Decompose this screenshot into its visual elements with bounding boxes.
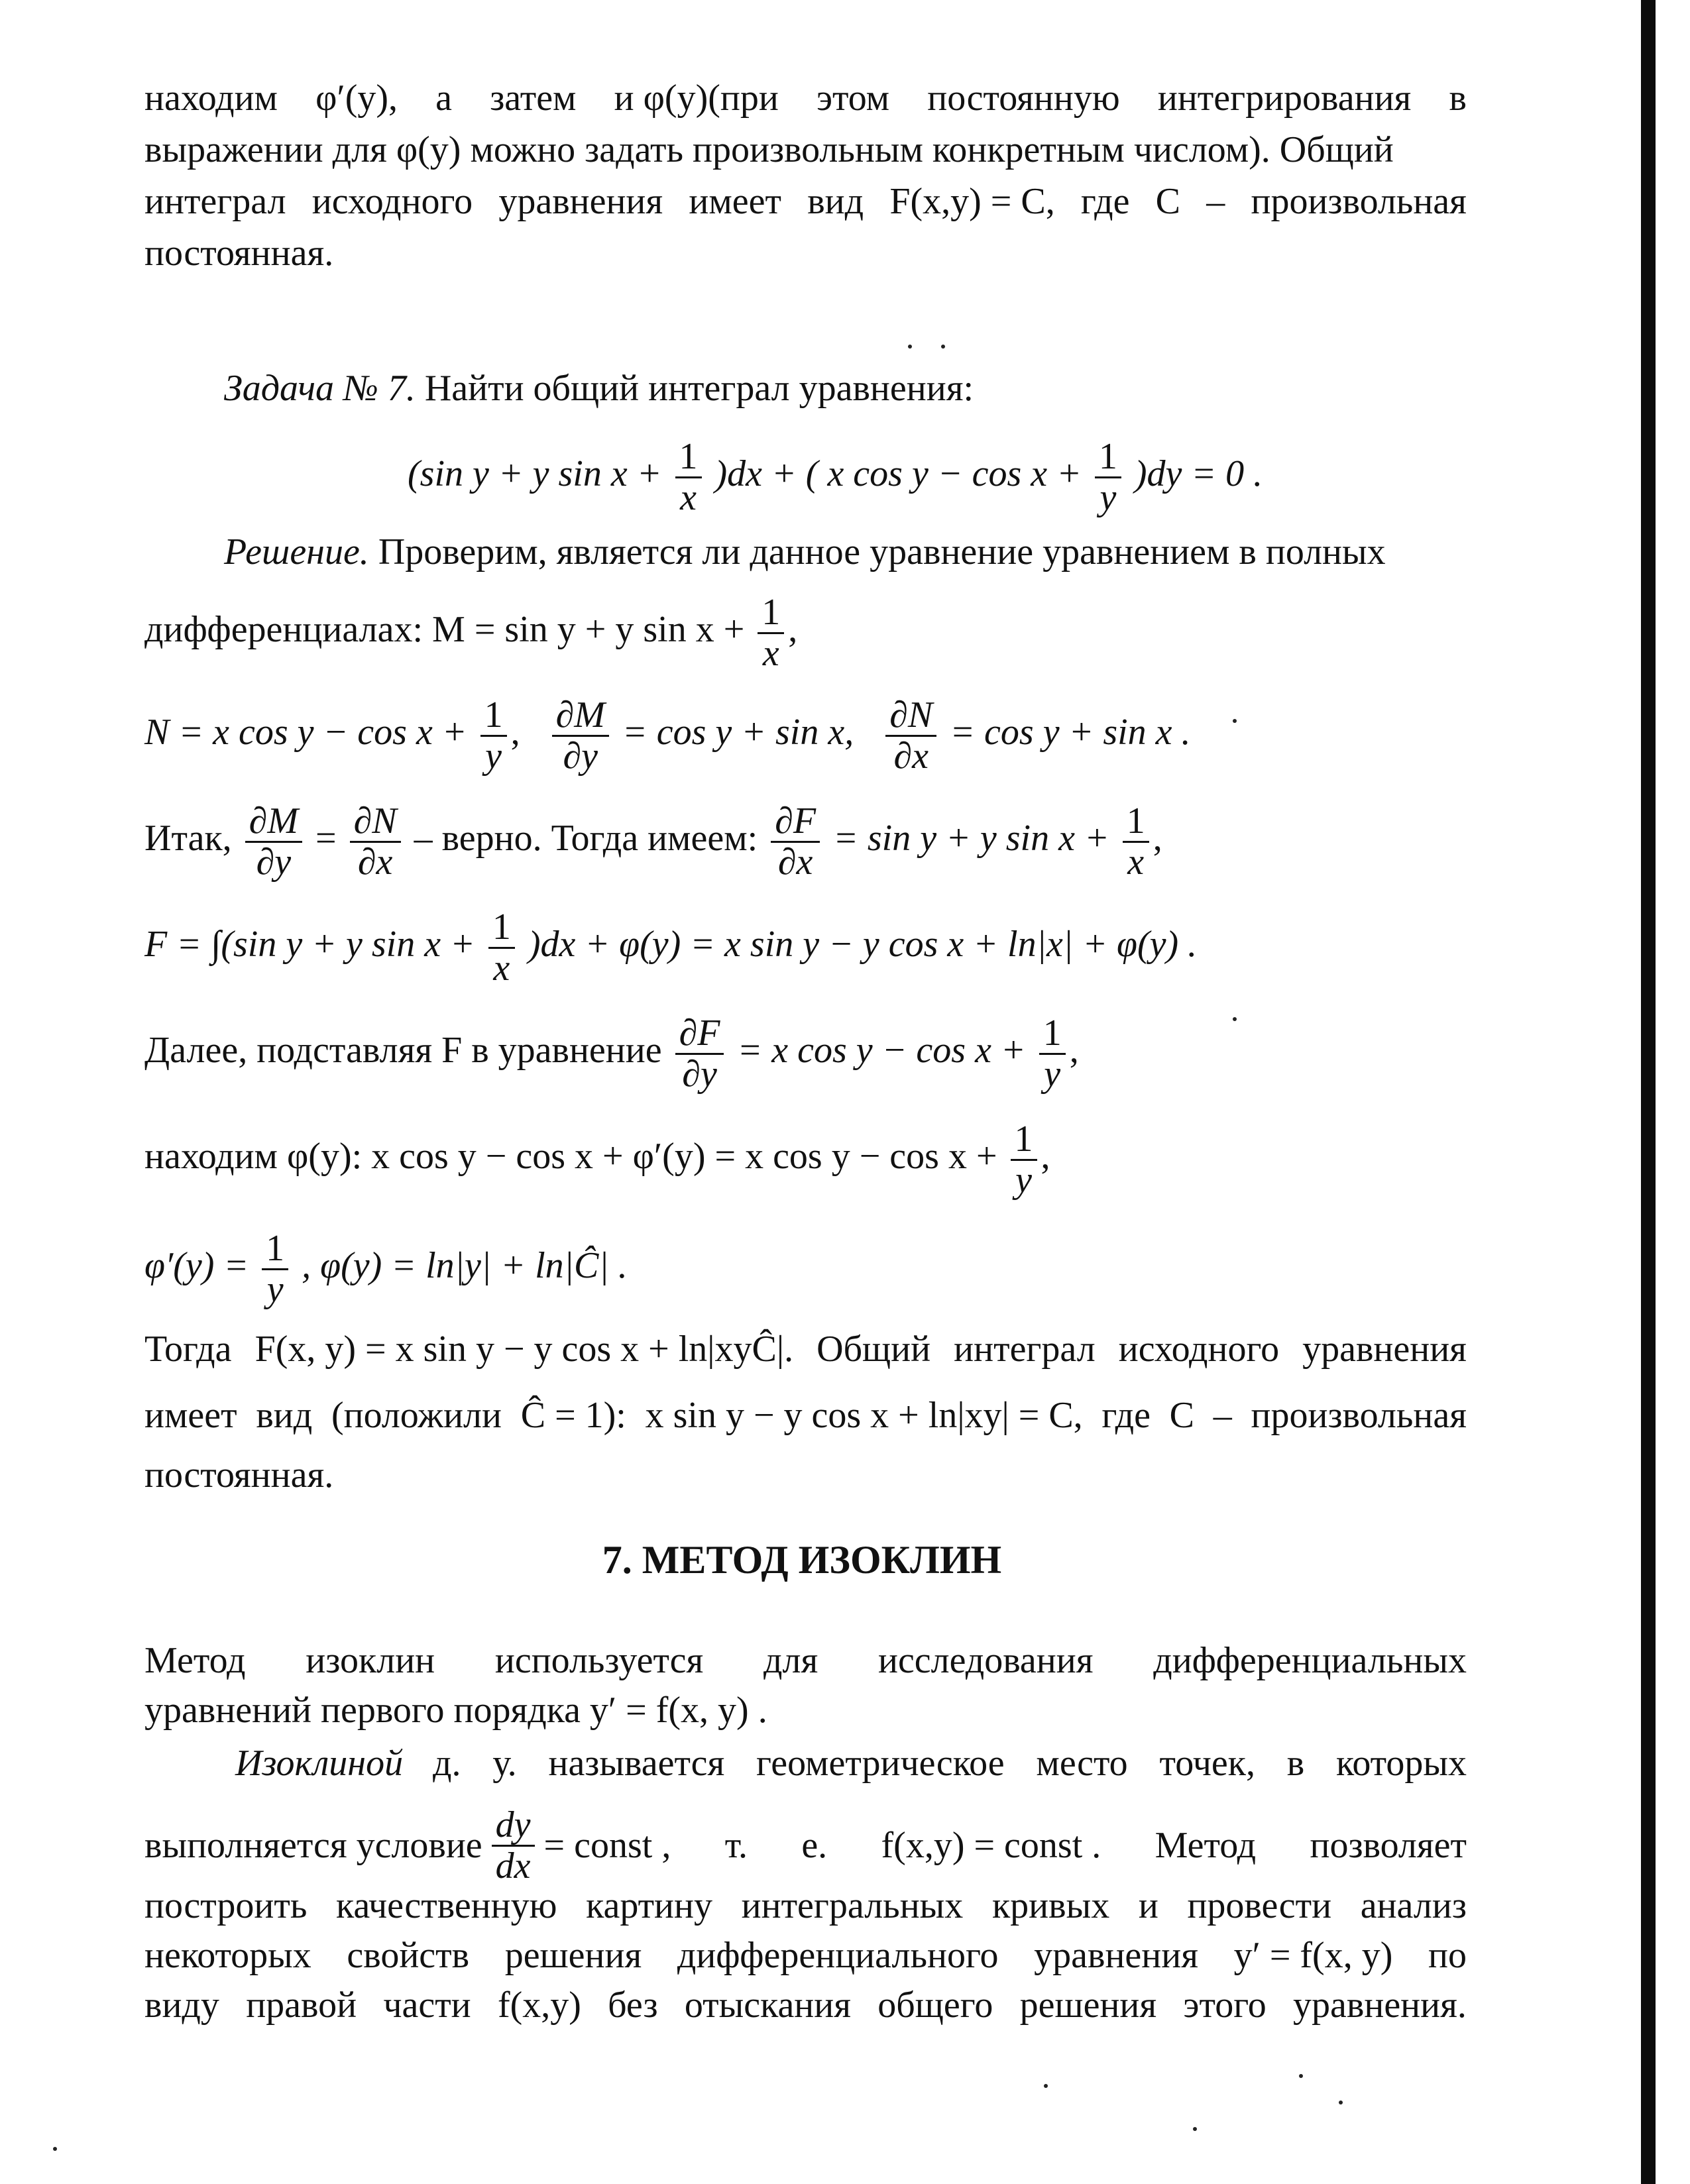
- task-title: [224, 364, 1549, 412]
- frac-dF-dy: $\frac{\partial F}{\partial y}$: [675, 1014, 724, 1094]
- solution-label: Решение.: [224, 531, 369, 573]
- scan-speck: [1339, 2101, 1343, 2104]
- word: φ′(y),: [315, 78, 398, 119]
- word: F(x,y) = C,: [889, 181, 1055, 222]
- scan-speck: [1044, 2084, 1048, 2088]
- eq-part-a: (sin y + y sin x +: [408, 453, 662, 495]
- word: свойств: [347, 1935, 470, 1976]
- word: уравнения: [1302, 1329, 1467, 1370]
- frac-dM-dy: $\frac{\partial M}{\partial y}$: [552, 696, 609, 776]
- word: x sin y − y cos x + ln|xy| = C,: [645, 1395, 1083, 1436]
- word: произвольная: [1251, 1395, 1467, 1436]
- word: у.: [492, 1743, 517, 1784]
- scan-speck: [1299, 2074, 1303, 2078]
- word: Ĉ = 1):: [520, 1395, 626, 1436]
- word: f(x,y): [497, 1985, 581, 2026]
- word: дифференциальных: [1153, 1640, 1467, 1681]
- word: интегрирования: [1157, 78, 1412, 119]
- word: геометрическое: [756, 1743, 1005, 1784]
- frac-1-over-x-3: $\frac{1}{x}$: [488, 908, 515, 988]
- word: части: [383, 1985, 471, 2026]
- solution-line-2: дифференциалах: M = sin y + y sin x + $\frac{1}{x}$ ,: [144, 592, 798, 674]
- word: C: [1169, 1395, 1195, 1436]
- frac-1-over-x: $\frac{1}{x}$: [758, 593, 784, 673]
- word: этом: [816, 78, 890, 119]
- eq-frac-2: $\frac{1}{y}$: [1095, 437, 1121, 518]
- section-p1-line-1: [144, 1637, 1467, 1684]
- word: исходного: [1118, 1329, 1280, 1370]
- word: в: [1286, 1743, 1305, 1784]
- frac-dF-dx: $\frac{\partial F}{\partial x}$: [771, 802, 820, 882]
- scan-speck: [941, 345, 945, 349]
- task-equation: [408, 437, 1690, 518]
- word: y′ = f(x, y): [1233, 1935, 1393, 1976]
- word: называется: [548, 1743, 725, 1784]
- word: некоторых: [144, 1935, 311, 1976]
- word: используется: [494, 1640, 704, 1681]
- word: кривых: [991, 1885, 1110, 1926]
- word: без: [608, 1985, 658, 2026]
- word: затем: [490, 78, 577, 119]
- word: анализ: [1360, 1885, 1467, 1926]
- frac-dy-dx: $\frac{dy}{dx}$: [492, 1806, 535, 1886]
- scan-speck: [53, 2147, 57, 2151]
- scan-edge-bar: [1641, 0, 1656, 2184]
- word: интеграл: [954, 1329, 1096, 1370]
- word: вид: [256, 1395, 313, 1436]
- word: место: [1036, 1743, 1128, 1784]
- word: решения: [504, 1935, 642, 1976]
- word: дифференциального: [677, 1935, 999, 1976]
- word: общего: [877, 1985, 993, 2026]
- word: точек,: [1159, 1743, 1255, 1784]
- word: находим: [144, 78, 278, 119]
- section-p2-line-5: [144, 1981, 1467, 2029]
- frac-1-over-x-2: $\frac{1}{x}$: [1123, 802, 1149, 882]
- word: решения: [1019, 1985, 1157, 2026]
- word: Общий: [817, 1329, 931, 1370]
- word: = const ,: [543, 1825, 671, 1867]
- word: интеграл: [144, 181, 286, 222]
- word: правой: [246, 1985, 357, 2026]
- p1-line-1: [144, 74, 1467, 122]
- section-p1-line-2: уравнений первого порядка y′ = f(x, y) .: [144, 1690, 767, 1731]
- word: F(x, y) = x sin y − y cos x + ln|xyĈ|.: [254, 1329, 794, 1370]
- section-heading: 7. МЕТОД ИЗОКЛИН: [602, 1538, 1002, 1582]
- p1-line-3: [144, 178, 1467, 225]
- word: позволяет: [1310, 1825, 1467, 1867]
- frac-1-over-y-4: $\frac{1}{y}$: [262, 1229, 288, 1309]
- scan-speck: [1193, 2127, 1197, 2131]
- eq-part-b: )dx + ( x cos y − cos x +: [714, 453, 1082, 495]
- section-p2-line-4: [144, 1932, 1467, 1979]
- word: уравнения: [1034, 1935, 1198, 1976]
- word: т.: [724, 1825, 748, 1867]
- word: для: [763, 1640, 818, 1681]
- word: уравнения: [498, 181, 663, 222]
- word: Метод: [1155, 1825, 1257, 1867]
- word: е.: [801, 1825, 828, 1867]
- task-number: Задача № 7.: [224, 368, 416, 409]
- solution-line-3: N = x cos y − cos x + $\frac{1}{y}$ , $\frac{\partial M}{\partial y}$ = cos y + sin x, $\frac{\partial N}{\partial x}$ = cos y + sin x .: [144, 694, 1191, 777]
- frac-dN-dx: $\frac{\partial N}{\partial x}$: [885, 696, 936, 776]
- frac-1-over-y-2: $\frac{1}{y}$: [1039, 1014, 1066, 1094]
- frac-1-over-y: $\frac{1}{y}$: [480, 696, 507, 776]
- word: исследования: [877, 1640, 1094, 1681]
- word: Метод: [144, 1640, 246, 1681]
- word: картину: [586, 1885, 712, 1926]
- solution-line-10: [144, 1392, 1467, 1439]
- solution-line-11: постоянная.: [144, 1454, 334, 1496]
- word: имеет: [689, 181, 781, 222]
- word: уравнения.: [1293, 1985, 1467, 2026]
- frac-dN-dx-2: $\frac{\partial N}{\partial x}$: [350, 802, 401, 882]
- p1-line-2: выражении для φ(y) можно задать произвольным конкретным числом). Общий: [144, 129, 1394, 170]
- word: провести: [1187, 1885, 1332, 1926]
- word: д.: [433, 1743, 461, 1784]
- word: а: [435, 78, 453, 119]
- scan-speck: [908, 345, 912, 349]
- task-title-text: Найти общий интеграл уравнения:: [415, 368, 974, 409]
- eq-part-c: )dy = 0 .: [1134, 453, 1263, 495]
- word: и: [1138, 1885, 1158, 1926]
- word: C: [1155, 181, 1181, 222]
- word: вид: [807, 181, 864, 222]
- isocline-term: Изоклиной: [235, 1743, 404, 1784]
- word: интегральных: [741, 1885, 964, 1926]
- word: f(x,y) = const .: [881, 1825, 1101, 1867]
- solution-line-6: Далее, подставляя F в уравнение $\frac{\partial F}{\partial y}$ = x cos y − cos x + $\frac{1}{y}$ ,: [144, 1012, 1079, 1095]
- frac-1-over-y-3: $\frac{1}{y}$: [1011, 1120, 1037, 1200]
- word: по: [1428, 1935, 1467, 1976]
- word: виду: [144, 1985, 219, 2026]
- word: отыскания: [684, 1985, 851, 2026]
- p1-line-4: постоянная.: [144, 233, 334, 274]
- eq-frac-1: $\frac{1}{x}$: [675, 437, 702, 518]
- word: (положили: [331, 1395, 502, 1436]
- word: постоянную: [927, 78, 1120, 119]
- scan-speck: [1233, 1017, 1237, 1021]
- solution-line-9: [144, 1325, 1467, 1373]
- solution-line-1: Решение. Проверим, является ли данное уравнение уравнением в полных: [224, 531, 1386, 573]
- word: качественную: [336, 1885, 557, 1926]
- solution-line-4: Итак, $\frac{\partial M}{\partial y}$ = $\frac{\partial N}{\partial x}$ – верно. Тогда имеем: $\frac{\partial F}{\partial x}$ = sin y + y sin x + $\frac{1}{x}$ ,: [144, 800, 1162, 883]
- word: Тогда: [144, 1329, 232, 1370]
- section-p2-line-3: [144, 1882, 1467, 1930]
- solution-line-5: F = ∫(sin y + y sin x + $\frac{1}{x}$ )dx + φ(y) = x sin y − y cos x + ln|x| + φ(y) .: [144, 906, 1198, 989]
- word: которых: [1336, 1743, 1467, 1784]
- word: где: [1101, 1395, 1151, 1436]
- solution-line-7: находим φ(y): x cos y − cos x + φ′(y) = x cos y − cos x + $\frac{1}{y}$ ,: [144, 1119, 1050, 1201]
- scan-speck: [1233, 719, 1237, 723]
- word: исходного: [311, 181, 473, 222]
- word: где: [1080, 181, 1130, 222]
- frac-dM-dy-2: $\frac{\partial M}{\partial y}$: [245, 802, 302, 882]
- word: изоклин: [306, 1640, 435, 1681]
- word: произвольная: [1251, 181, 1467, 222]
- word: построить: [144, 1885, 308, 1926]
- word: –: [1213, 1395, 1232, 1436]
- section-p2-line-1: [235, 1739, 1468, 1787]
- word: –: [1206, 181, 1225, 222]
- section-p2-line-2: выполняется условие $\frac{dy}{dx}$ = const , т. е. f(x,y) = const . Метод позволяет: [144, 1804, 1467, 1886]
- word: имеет: [144, 1395, 237, 1436]
- word: этого: [1183, 1985, 1267, 2026]
- word: в: [1449, 78, 1467, 119]
- solution-line-8: φ′(y) = $\frac{1}{y}$ , φ(y) = ln|y| + ln|Ĉ| .: [144, 1228, 628, 1310]
- word: и φ(y)(при: [614, 78, 779, 119]
